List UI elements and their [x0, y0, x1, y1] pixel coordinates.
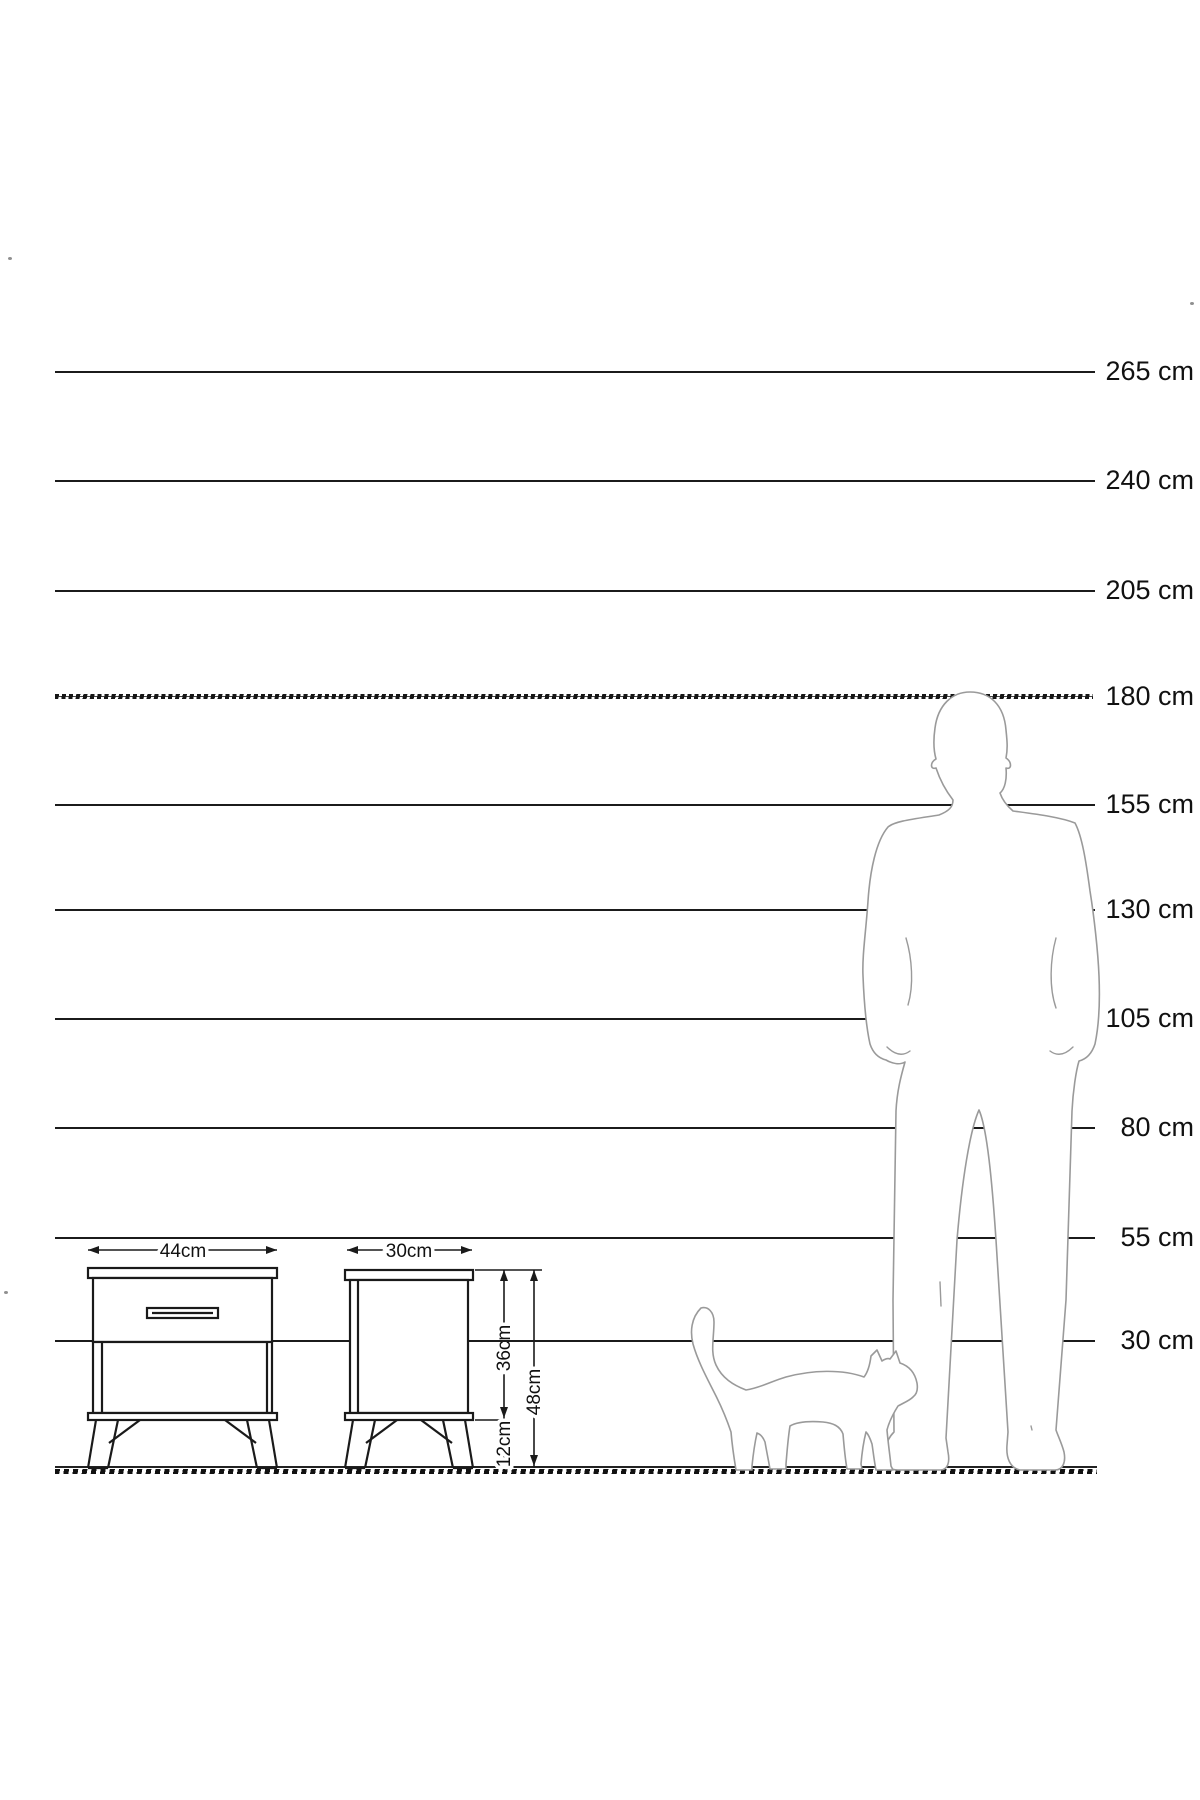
trouser-crease [940, 1282, 941, 1306]
side-apron [345, 1413, 473, 1420]
ruler-label-240cm: 240 cm [1105, 465, 1194, 495]
dim-label-carcass-height: 36cm [494, 1324, 515, 1372]
nightstand-front-view [88, 1268, 277, 1468]
dim-label-leg-height: 12cm [494, 1420, 515, 1468]
side-panel [350, 1280, 468, 1413]
arrow-left-icon [347, 1246, 358, 1254]
arrow-up-icon [500, 1270, 508, 1281]
ruler-label-180cm: 180 cm [1105, 681, 1194, 711]
arrow-right-icon [461, 1246, 472, 1254]
ruler-label-155cm: 155 cm [1105, 789, 1194, 819]
side-top-slab [345, 1270, 473, 1280]
dim-label-side-depth: 30cm [385, 1241, 433, 1262]
arrow-left-icon [88, 1246, 99, 1254]
nightstand-side-view [345, 1270, 473, 1468]
man-silhouette [863, 692, 1100, 1470]
trouser-dot [1031, 1426, 1032, 1430]
ruler-label-80cm: 80 cm [1120, 1112, 1194, 1142]
ruler-label-205cm: 205 cm [1105, 575, 1194, 605]
side-legs [345, 1420, 473, 1468]
ruler-label-130cm: 130 cm [1105, 894, 1194, 924]
dim-label-front-width: 44cm [159, 1241, 207, 1262]
front-open-shelf [93, 1342, 272, 1413]
front-legs [88, 1420, 277, 1468]
arrow-down-icon [530, 1455, 538, 1466]
arrow-up-icon [530, 1270, 538, 1281]
dim-label-total-height: 48cm [524, 1368, 545, 1416]
arrow-right-icon [266, 1246, 277, 1254]
ruler-label-105cm: 105 cm [1105, 1003, 1194, 1033]
ruler-label-55cm: 55 cm [1120, 1222, 1194, 1252]
cat-silhouette [692, 1308, 918, 1470]
front-apron [88, 1413, 277, 1420]
ruler-label-30cm: 30 cm [1120, 1325, 1194, 1355]
arrow-down-icon [500, 1407, 508, 1418]
front-top-slab [88, 1268, 277, 1278]
ruler-label-265cm: 265 cm [1105, 356, 1194, 386]
